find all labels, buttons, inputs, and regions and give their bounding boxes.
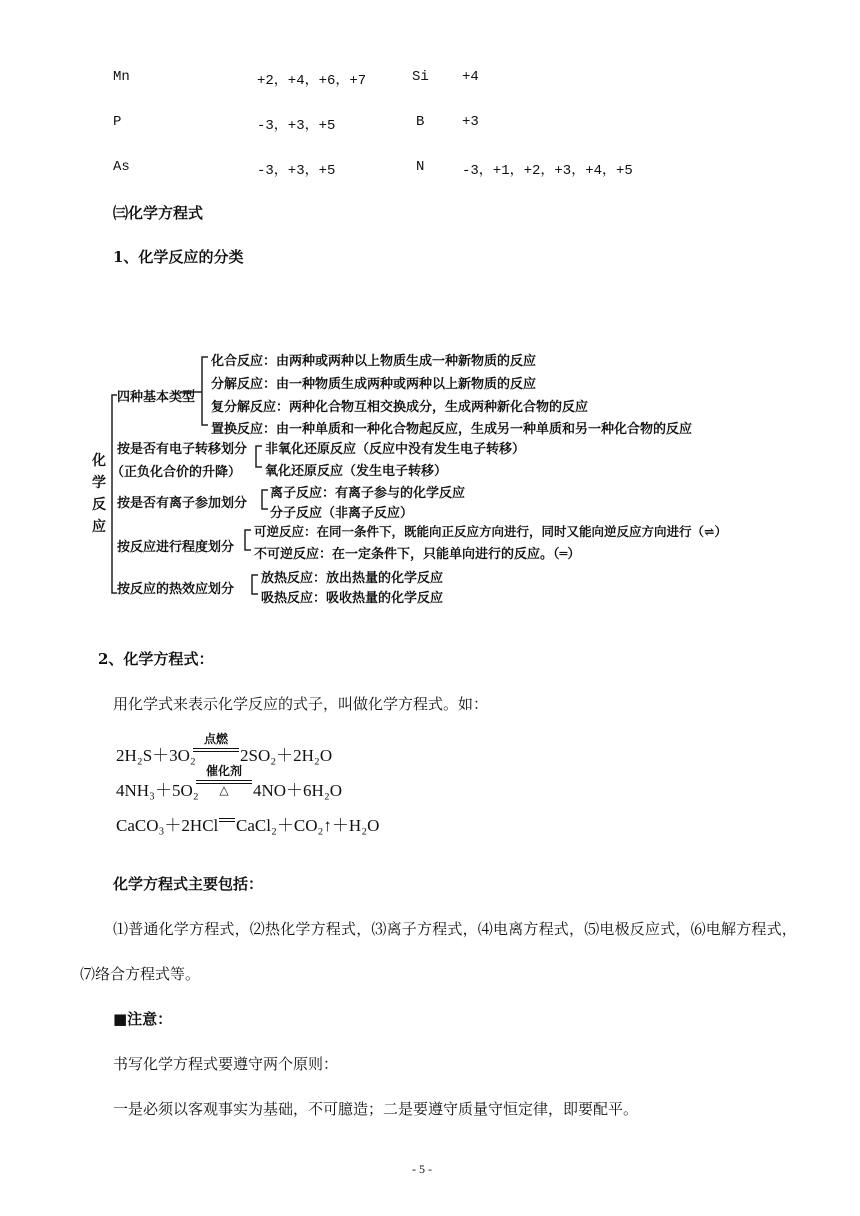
diagram-item: 吸热反应：吸收热量的化学反应 [261, 591, 444, 606]
element-name: B [416, 114, 425, 130]
diagram-root: 化学反应 [92, 453, 106, 535]
note-title: ■注意： [113, 1010, 173, 1028]
condition-below: △ [219, 783, 229, 797]
diagram-item: 分解反应：由一种物质生成两种或两种以上新物质的反应 [211, 377, 537, 392]
diagram-item: 离子反应：有离子参与的化学反应 [270, 486, 466, 501]
group-sublabel: （正负化合价的升降） [111, 465, 242, 480]
element-name: Mn [113, 69, 130, 85]
diagram-item: 置换反应：由一种单质和一种化合物起反应，生成另一种单质和另一种化合物的反应 [211, 422, 693, 437]
equation-rhs: 2SO₂＋2H₂O [240, 746, 333, 765]
element-name: As [113, 159, 130, 175]
subsection-title: 1、化学反应的分类 [113, 248, 244, 266]
equation-arrow [219, 818, 235, 822]
diagram-item: 可逆反应：在同一条件下，既能向正反应方向进行，同时又能向逆反应方向进行（⇌） [254, 524, 727, 539]
valence-values: +3 [462, 114, 479, 130]
diagram-item: 氧化还原反应（发生电子转移） [265, 464, 448, 479]
valence-values: +4 [462, 69, 479, 85]
equation-rhs: 4NO＋6H₂O [253, 781, 343, 800]
includes-line: ⑴普通化学方程式，⑵热化学方程式，⑶离子方程式，⑷电离方程式，⑸电极反应式，⑹电解方程式， [113, 920, 798, 938]
equation-rhs: CaCl₂＋CO₂↑＋H₂O [236, 816, 380, 835]
definition-text: 用化学式来表示化学反应的式子，叫做化学方程式。如： [113, 695, 489, 713]
equation-arrow [196, 765, 252, 797]
equation-lhs: 4NH₃＋5O₂ [116, 781, 199, 800]
equation-arrow [193, 733, 239, 752]
group-label: 四种基本类型 [117, 390, 196, 405]
group-label: 按反应进行程度划分 [117, 540, 235, 555]
diagram-item: 不可逆反应：在一定条件下，只能单向进行的反应。（═） [254, 547, 581, 562]
condition-above: 点燃 [203, 732, 228, 746]
group-label: 按是否有电子转移划分 [117, 442, 248, 457]
section-title: ㈢化学方程式 [113, 204, 204, 222]
subsection-title: 2、化学方程式： [98, 650, 214, 668]
element-name: P [113, 114, 122, 130]
equation-lhs: CaCO₃＋2HCl [116, 816, 219, 835]
valence-values: +2，+4，+6，+7 [257, 73, 367, 89]
note-text: 一是必须以客观事实为基础，不可臆造；二是要遵守质量守恒定律，即要配平。 [113, 1100, 639, 1118]
condition-above: 催化剂 [205, 764, 242, 778]
includes-title: 化学方程式主要包括： [113, 875, 264, 893]
group-label: 按是否有离子参加划分 [117, 496, 248, 511]
group-label: 按反应的热效应划分 [117, 582, 235, 597]
diagram-item: 放热反应：放出热量的化学反应 [261, 571, 444, 586]
includes-line: ⑺络合方程式等。 [80, 965, 201, 983]
diagram-item: 分子反应（非离子反应） [270, 506, 414, 521]
element-name: Si [412, 69, 429, 85]
diagram-item: 复分解反应：两种化合物互相交换成分，生成两种新化合物的反应 [211, 400, 589, 415]
page-number: - 5 - [412, 1162, 432, 1176]
diagram-item: 化合反应：由两种或两种以上物质生成一种新物质的反应 [211, 354, 537, 369]
note-text: 书写化学方程式要遵守两个原则： [113, 1055, 339, 1073]
valence-values: -3，+3，+5 [257, 118, 336, 134]
element-name: N [416, 159, 425, 175]
valence-values: -3，+3，+5 [257, 163, 336, 179]
equation-lhs: 2H₂S＋3O₂ [116, 746, 196, 765]
diagram-item: 非氧化还原反应（反应中没有发生电子转移） [265, 442, 526, 457]
valence-values: -3，+1，+2，+3，+4，+5 [462, 163, 633, 179]
